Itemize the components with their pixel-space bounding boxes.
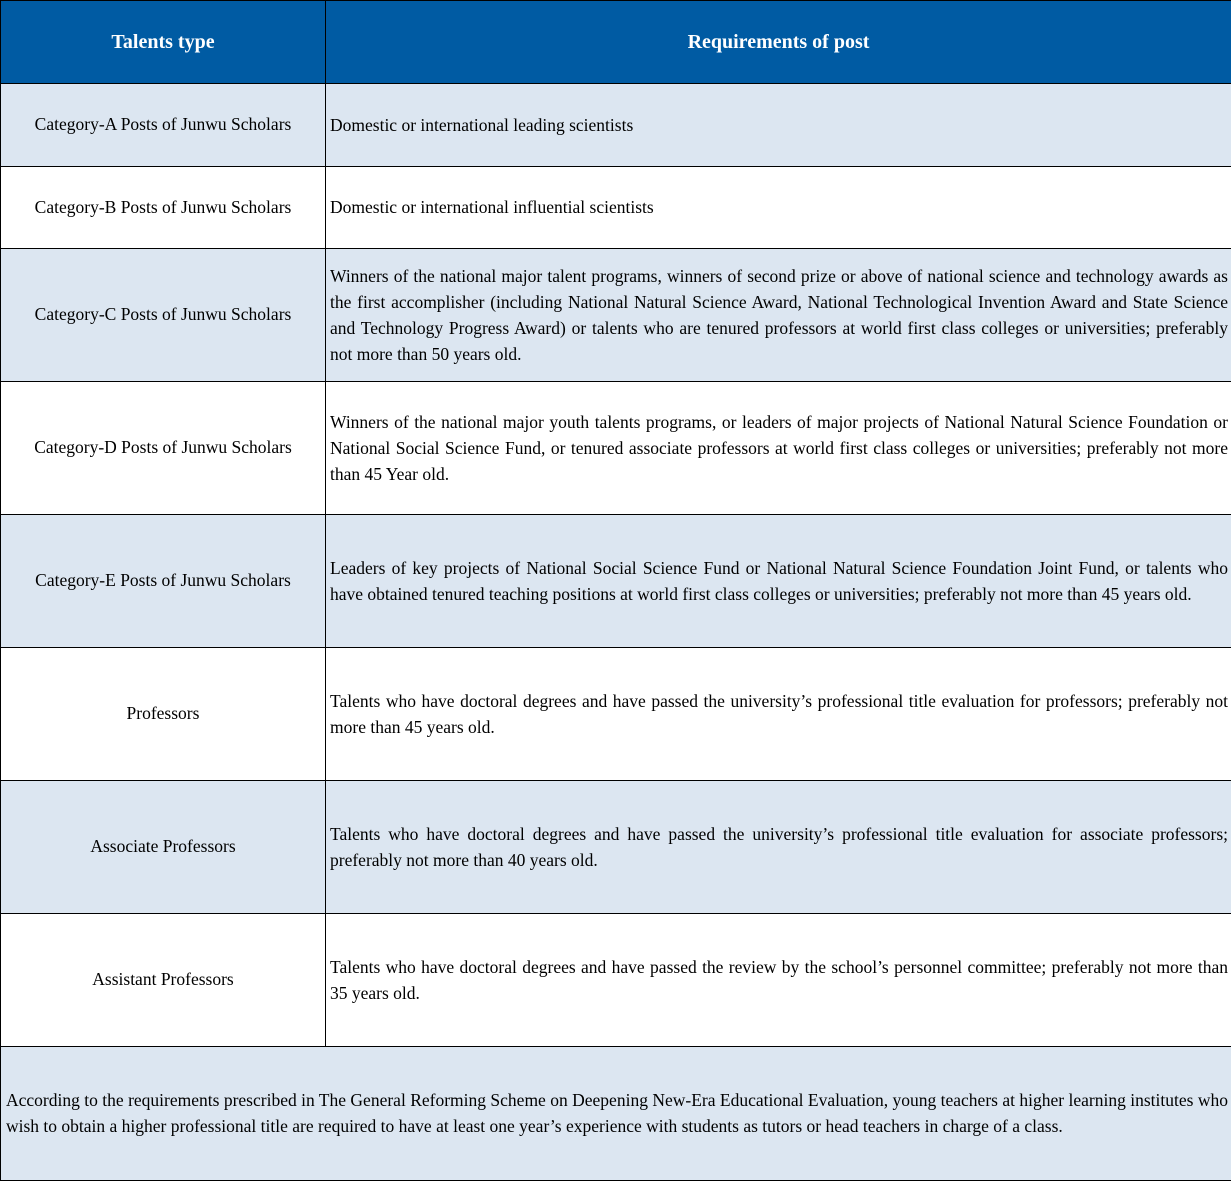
requirement-cell: Talents who have doctoral degrees and have passed the review by the school’s personnel committee; preferably not more than 35 years old.	[326, 913, 1231, 1046]
requirement-cell: Winners of the national major youth talents programs, or leaders of major projects of National Natural Science Foundation or National Social Science Fund, or tenured associate professors at world first class colleges or universities; preferably not more than 45 Year old.	[326, 381, 1231, 514]
table-row	[1, 166, 1231, 248]
talent-type-cell: Category-D Posts of Junwu Scholars	[1, 381, 326, 514]
table-row	[1, 84, 1231, 166]
header-talents-type: Talents type	[1, 1, 326, 84]
table-row	[1, 514, 1231, 647]
talent-type-cell: Associate Professors	[1, 780, 326, 913]
table-row	[1, 248, 1231, 381]
table-row	[1, 913, 1231, 1046]
requirement-cell: Talents who have doctoral degrees and have passed the university’s professional title evaluation for professors; preferably not more than 45 years old.	[326, 647, 1231, 780]
talent-type-cell: Assistant Professors	[1, 913, 326, 1046]
footnote-text: According to the requirements prescribed in The General Reforming Scheme on Deepening New-Era Educational Evaluation, young teachers at higher learning institutes who wish to obtain a higher professional title are required to have at least one year’s experience with students as tutors or head teachers in charge of a class.	[1, 1046, 1231, 1180]
requirement-cell: Domestic or international influential scientists	[326, 166, 1231, 248]
talent-type-cell: Category-E Posts of Junwu Scholars	[1, 514, 326, 647]
requirement-cell: Talents who have doctoral degrees and have passed the university’s professional title evaluation for associate professors; preferably not more than 40 years old.	[326, 780, 1231, 913]
note-row	[1, 1046, 1231, 1180]
talent-type-cell: Category-B Posts of Junwu Scholars	[1, 166, 326, 248]
talent-type-cell: Category-C Posts of Junwu Scholars	[1, 248, 326, 381]
table-row	[1, 381, 1231, 514]
header-requirements-of-post: Requirements of post	[326, 1, 1231, 84]
talent-type-cell: Category-A Posts of Junwu Scholars	[1, 84, 326, 166]
table-row	[1, 647, 1231, 780]
requirement-cell: Domestic or international leading scientists	[326, 84, 1231, 166]
requirement-cell: Winners of the national major talent programs, winners of second prize or above of national science and technology awards as the first accomplisher (including National Natural Science Award, National Technological Invention Award and State Science and Technology Progress Award) or talents who are tenured professors at world first class colleges or universities; preferably not more than 50 years old.	[326, 248, 1231, 381]
talent-type-cell: Professors	[1, 647, 326, 780]
table-header-row	[1, 1, 1231, 84]
table-row	[1, 780, 1231, 913]
requirement-cell: Leaders of key projects of National Social Science Fund or National Natural Science Foundation Joint Fund, or talents who have obtained tenured teaching positions at world first class colleges or universities; preferably not more than 45 years old.	[326, 514, 1231, 647]
